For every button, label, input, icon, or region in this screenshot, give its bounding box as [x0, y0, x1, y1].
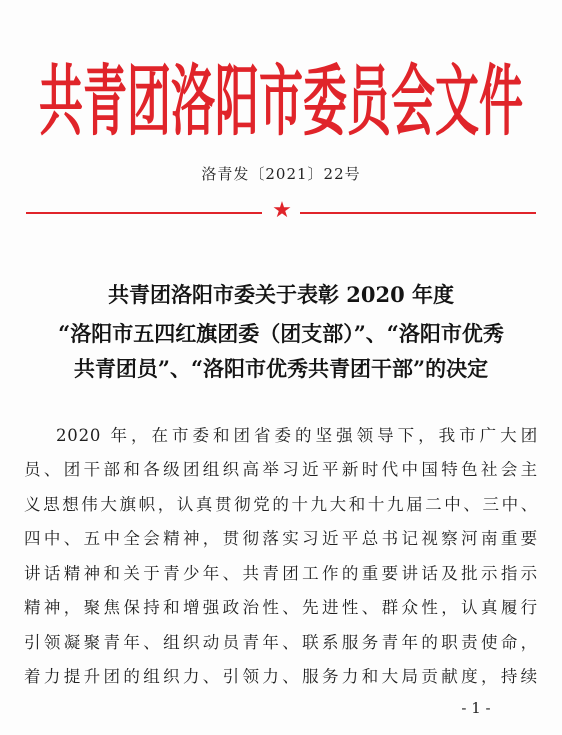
body-line: 义思想伟大旗帜，认真贯彻党的十九大和十九届二中、三中、 — [24, 495, 538, 514]
body-line: 精神，聚焦保持和增强政治性、先进性、群众性，认真履行 — [24, 598, 538, 617]
body-line: 四中、五中全会精神，贯彻落实习近平总书记视察河南重要 — [24, 529, 538, 548]
body-line: 2020 年，在市委和团省委的坚强领导下，我市广大团 — [56, 426, 538, 445]
document-title-line-1: 共青团洛阳市委关于表彰 2020 年度 — [107, 282, 455, 307]
masthead-title: 共青团洛阳市委员会文件 — [39, 58, 523, 148]
document-title-line-2: “洛阳市五四红旗团委（团支部）”、“洛阳市优秀 — [58, 321, 504, 346]
body-line: 引领凝聚青年、组织动员青年、联系服务青年的职责使命， — [24, 633, 538, 652]
body-line: 着力提升团的组织力、引领力、服务力和大局贡献度，持续 — [24, 667, 538, 686]
body-line: 员、团干部和各级团组织高举习近平新时代中国特色社会主 — [24, 460, 538, 479]
red-divider-left — [26, 212, 262, 214]
body-line: 讲话精神和关于青少年、共青团工作的重要讲话及批示指示 — [24, 564, 538, 583]
red-star-icon: ★ — [272, 198, 292, 223]
page-number: - 1 - — [461, 699, 491, 717]
red-divider-right — [300, 212, 536, 214]
document-title-line-3: 共青团员”、“洛阳市优秀共青团干部”的决定 — [73, 356, 489, 381]
document-number: 洛青发〔2021〕22号 — [201, 165, 361, 183]
